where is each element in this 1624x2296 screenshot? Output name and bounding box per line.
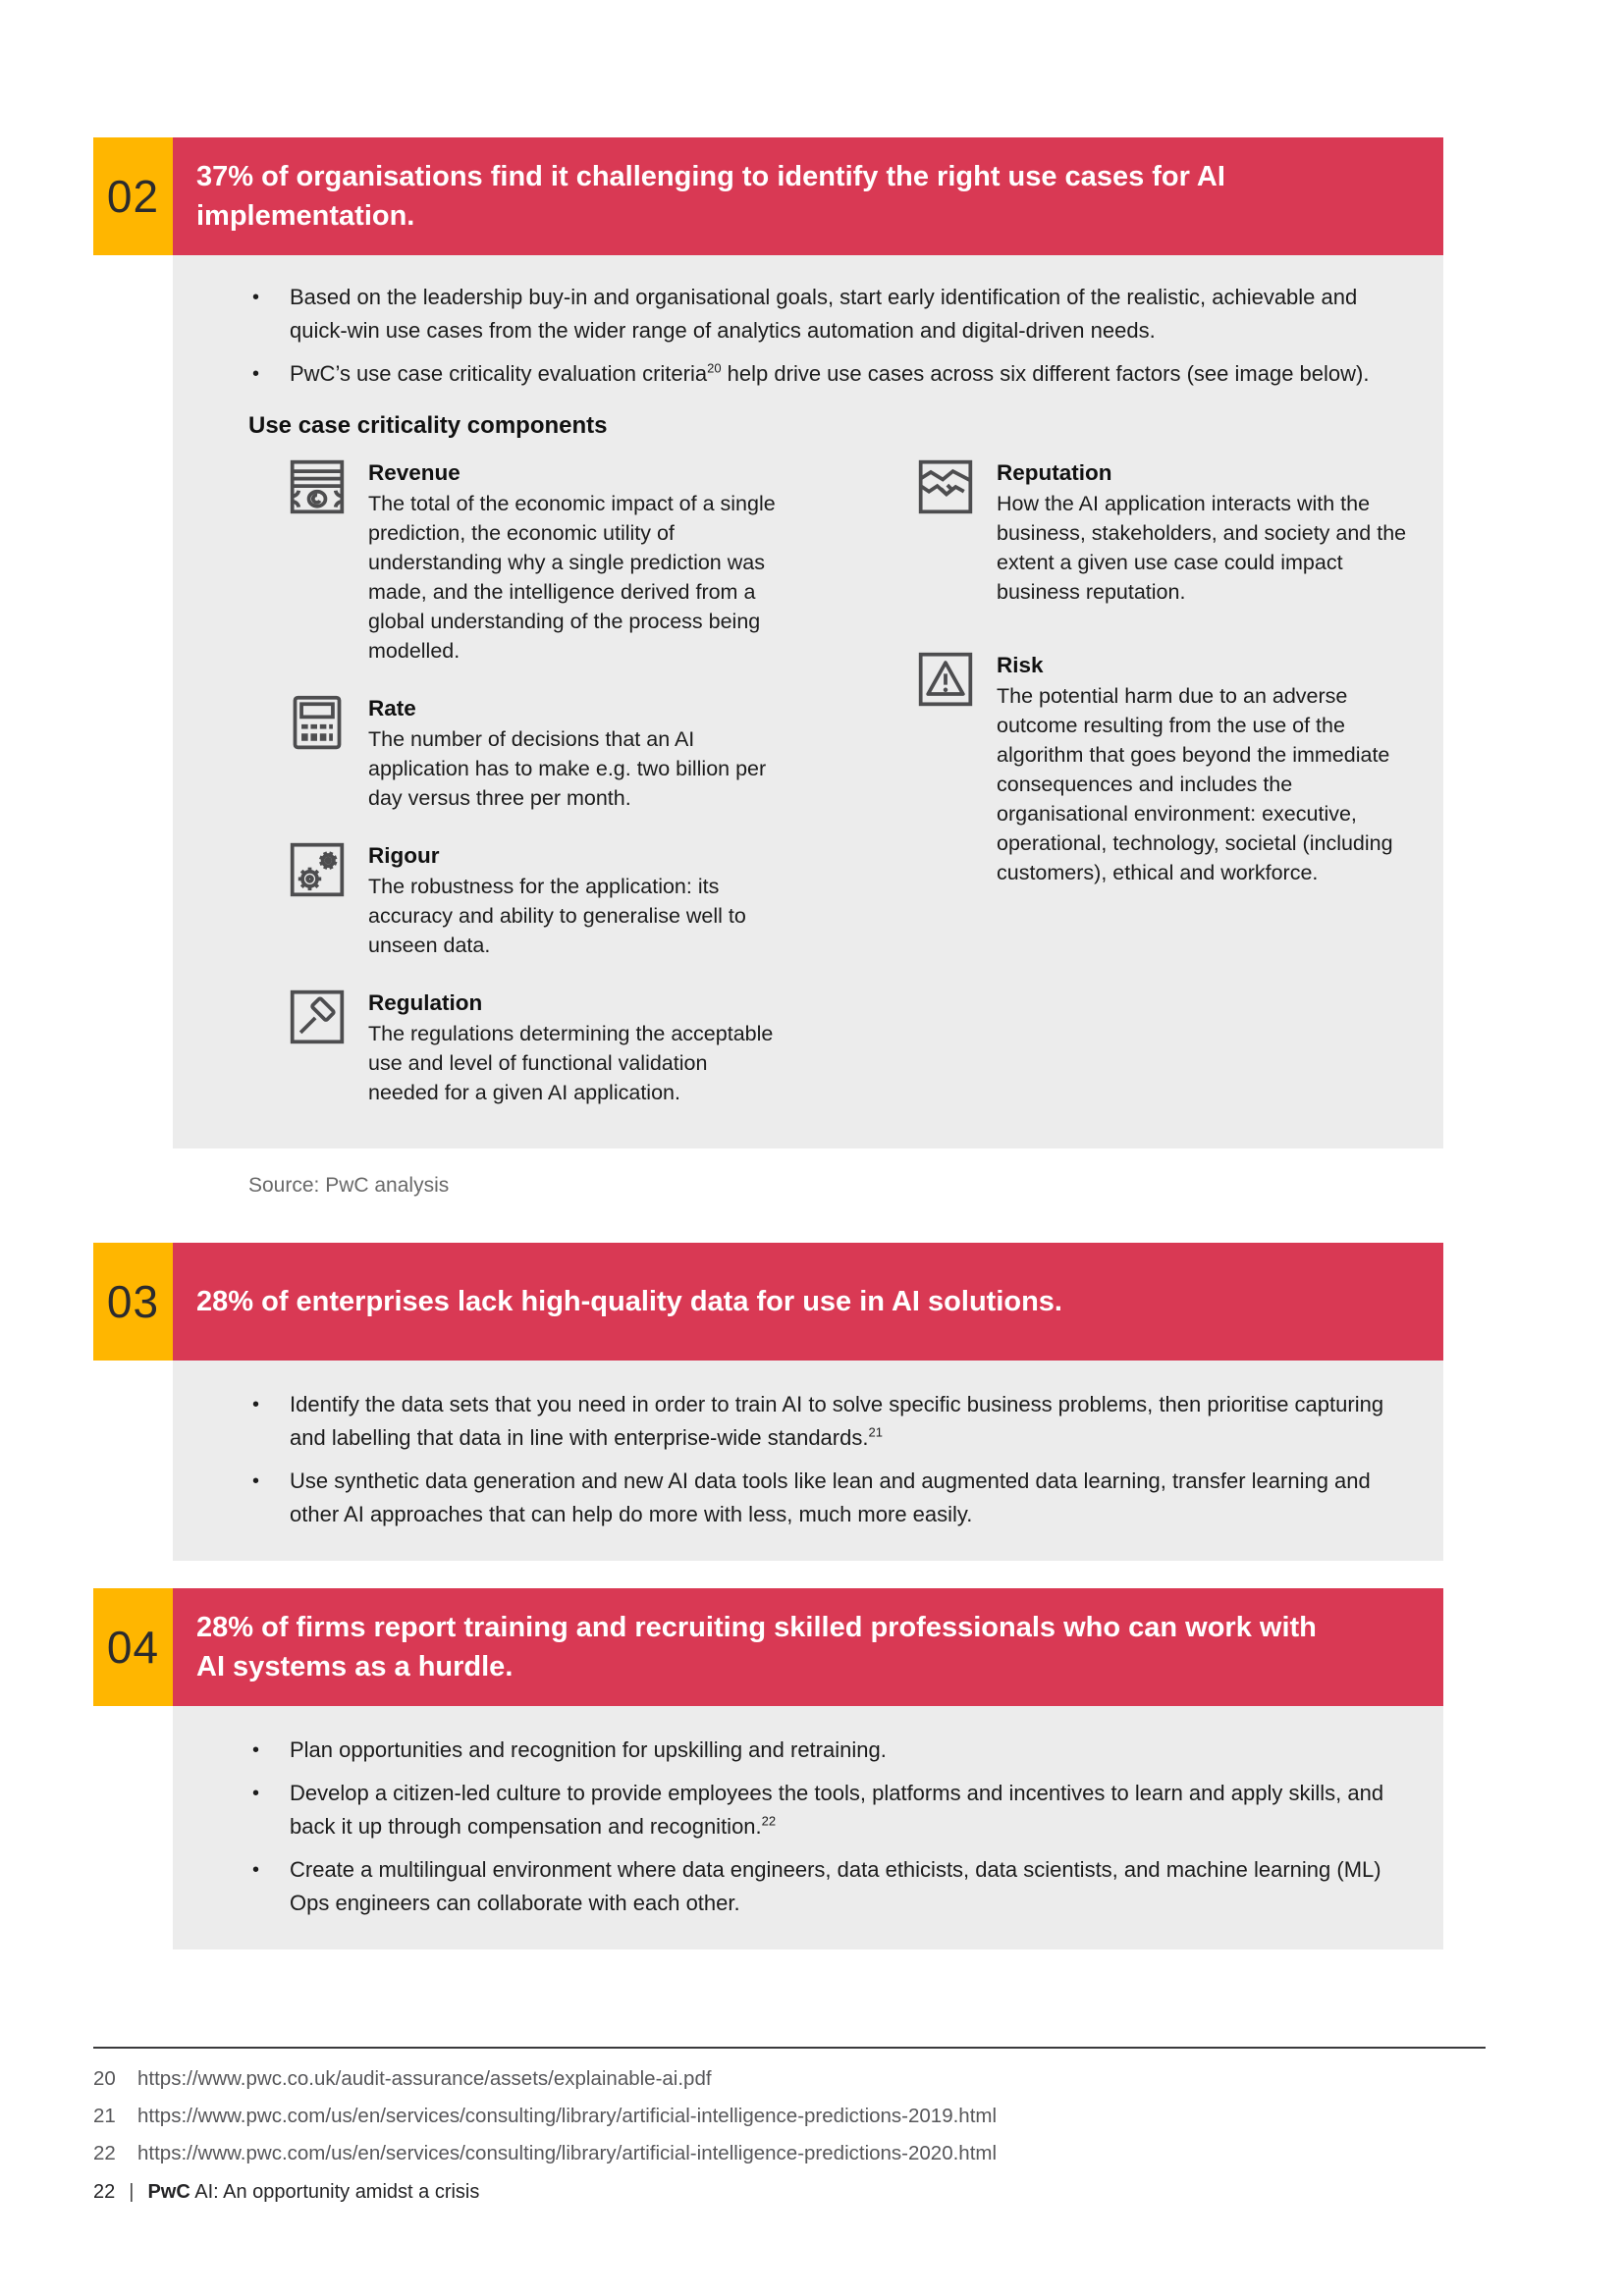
bullet-list [173, 1388, 1384, 1531]
section-title-banner [173, 1243, 1443, 1361]
components-right-column [916, 457, 1409, 1107]
page-footer [93, 2181, 479, 2204]
section-panel [173, 1361, 1443, 1561]
component-body [997, 650, 1409, 887]
footnote-number: 22 [93, 2142, 116, 2164]
section-title: 37% of organisations find it challenging to identify the right use cases for AI implementation. [196, 161, 1225, 232]
page-content [93, 137, 1443, 1949]
section-03 [93, 1243, 1443, 1561]
bullet-item: • Plan opportunities and recognition for upskilling and retraining. [250, 1734, 1384, 1767]
component-description: The regulations determining the acceptable use and level of functional validation needed for a given AI application. [368, 1022, 774, 1104]
footnote-row [93, 2135, 1486, 2172]
handshake-icon [916, 457, 975, 516]
footnote-link[interactable]: https://www.pwc.com/us/en/services/consulting/library/artificial-intelligence-predictions-2020.html [137, 2142, 998, 2164]
component-title: Risk [997, 653, 1044, 677]
bullet-item: • Develop a citizen-led culture to provide employees the tools, platforms and incentives to learn and apply skills, and back it up through compensation and recognition.$^{22}$ [250, 1777, 1384, 1843]
component-description: The robustness for the application: its accuracy and ability to generalise well to unseen data. [368, 875, 746, 957]
section-number: 03 [93, 1243, 173, 1361]
component-body [368, 988, 781, 1107]
component-description: The total of the economic impact of a single prediction, the economic utility of understanding why a single prediction was made, and the intelligence derived from a global understanding of the process being modelled. [368, 492, 776, 663]
section-02 [93, 137, 1443, 1198]
criticality-component [916, 457, 1409, 607]
criticality-component [916, 650, 1409, 887]
component-description: The number of decisions that an AI application has to make e.g. two billion per day versus three per month. [368, 727, 767, 810]
component-body [368, 457, 781, 666]
footnote-link[interactable]: https://www.pwc.co.uk/audit-assurance/assets/explainable-ai.pdf [137, 2067, 712, 2090]
bullet-list [173, 281, 1384, 391]
section-panel [173, 255, 1443, 1148]
footnote-number: 20 [93, 2067, 116, 2090]
banknote-icon [288, 457, 347, 516]
footnote-row [93, 2060, 1486, 2098]
bullet-item: • Create a multilingual environment where data engineers, data ethicists, data scientists, and machine learning (ML) Ops engineers can collaborate with each other. [250, 1853, 1384, 1920]
section-panel [173, 1706, 1443, 1949]
component-title: Regulation [368, 990, 483, 1015]
components-left-column [288, 457, 781, 1107]
section-title: 28% of enterprises lack high-quality data for use in AI solutions. [196, 1286, 1062, 1317]
footnote-ref: 20 [707, 360, 722, 376]
section-title-banner [173, 137, 1443, 255]
components-grid [288, 457, 1407, 1107]
bullet-list [173, 1734, 1384, 1920]
footnote-ref: 21 [868, 1424, 883, 1440]
criticality-components [248, 412, 1407, 1107]
footer-separator: | [129, 2181, 135, 2203]
component-body [368, 693, 781, 813]
section-header [93, 1588, 1443, 1706]
calculator-icon [288, 693, 347, 752]
component-title: Rate [368, 696, 416, 721]
footer-brand: PwC [147, 2181, 190, 2203]
criticality-component [288, 840, 781, 960]
gavel-icon [288, 988, 347, 1046]
warning-triangle-icon [916, 650, 975, 709]
gears-icon [288, 840, 347, 899]
footnote-list [93, 2060, 1486, 2172]
section-number: 02 [93, 137, 173, 255]
footnotes-block [93, 2047, 1486, 2172]
footer-page-number: 22 [93, 2181, 116, 2203]
component-title: Rigour [368, 843, 440, 868]
component-title: Reputation [997, 460, 1112, 485]
bullet-item: • Identify the data sets that you need in order to train AI to solve specific business problems, then prioritise capturing and labelling that data in line with enterprise-wide standards.$^{21}$ [250, 1388, 1384, 1455]
component-body [368, 840, 781, 960]
footnote-ref: 22 [761, 1813, 777, 1829]
footer-doc-title: AI: An opportunity amidst a crisis [194, 2181, 480, 2203]
section-number: 04 [93, 1588, 173, 1706]
components-heading: Use case criticality components [248, 412, 608, 439]
section-header [93, 137, 1443, 255]
source-note: Source: PwC analysis [248, 1174, 450, 1197]
footnote-divider [93, 2047, 1486, 2049]
criticality-component [288, 457, 781, 666]
component-description: The potential harm due to an adverse outcome resulting from the use of the algorithm that goes beyond the immediate consequences and includes the organisational environment: executive, operational, technology, societal (including customers), ethical and workforce. [997, 684, 1393, 884]
section-header [93, 1243, 1443, 1361]
criticality-component [288, 988, 781, 1107]
footnote-number: 21 [93, 2105, 116, 2127]
bullet-item: • Use synthetic data generation and new AI data tools like lean and augmented data learning, transfer learning and other AI approaches that can help do more with less, much more easily. [250, 1465, 1384, 1531]
component-description: How the AI application interacts with the business, stakeholders, and society and the extent a given use case could impact business reputation. [997, 492, 1407, 604]
section-title: 28% of firms report training and recruiting skilled professionals who can work with AI systems as a hurdle. [196, 1612, 1317, 1682]
criticality-component [288, 693, 781, 813]
bullet-item: • Based on the leadership buy-in and organisational goals, start early identification of the realistic, achievable and quick-win use cases from the wider range of analytics automation and digital-driven needs. [250, 281, 1384, 347]
section-title-banner [173, 1588, 1443, 1706]
section-04 [93, 1588, 1443, 1949]
footnote-link[interactable]: https://www.pwc.com/us/en/services/consulting/library/artificial-intelligence-predictions-2019.html [137, 2105, 998, 2127]
component-title: Revenue [368, 460, 460, 485]
bullet-item: • PwC’s use case criticality evaluation criteria$^{20}$ help drive use cases across six different factors (see image below). [250, 357, 1384, 391]
footnote-row [93, 2098, 1486, 2135]
component-body [997, 457, 1409, 607]
